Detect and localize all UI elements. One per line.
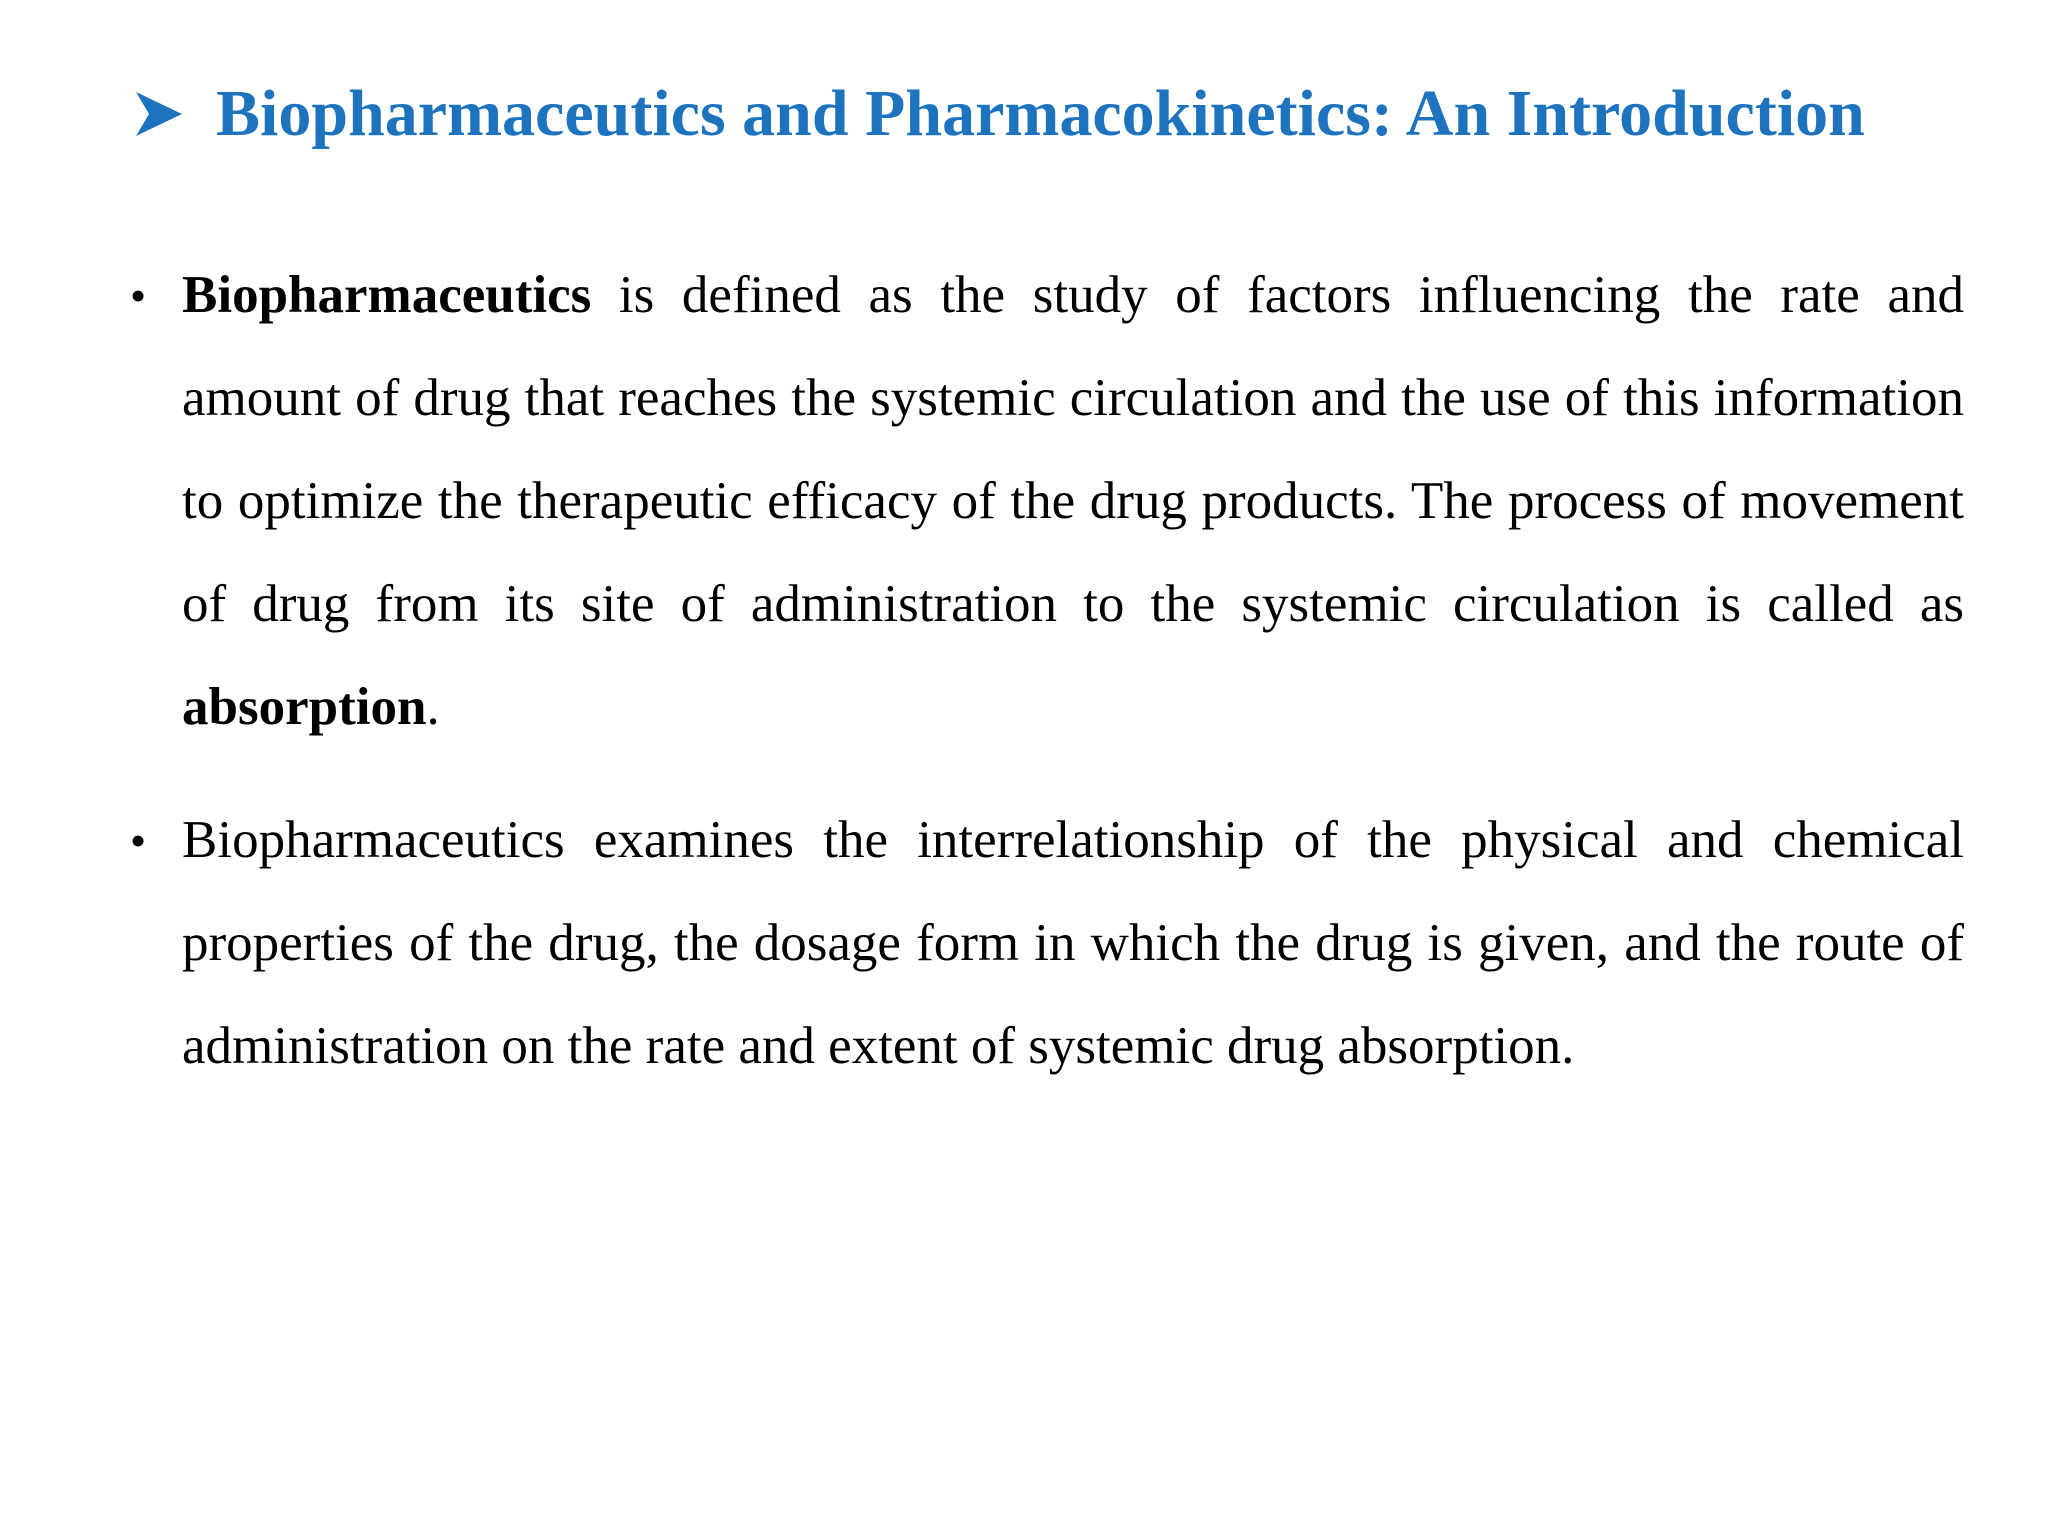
term-absorption: absorption [182, 678, 427, 736]
slide-title: Biopharmaceutics and Pharmacokinetics: An Introduction [216, 77, 1865, 150]
bullet-list [126, 244, 1964, 1098]
definition-text: is defined as the study of factors influencing the rate and amount of drug that reaches the systemic circulation and the use of this information to optimize the therapeutic efficacy of the drug products. The process of movement of drug from its site of administration to the systemic circulation is called as [182, 266, 1964, 633]
bullet-dot-icon: • [130, 270, 147, 321]
arrowhead-bullet-icon [132, 88, 184, 140]
bullet-item-definition [126, 244, 1964, 759]
term-biopharmaceutics: Biopharmaceutics [182, 266, 592, 324]
bullet-dot-icon: • [130, 815, 147, 866]
scope-text: Biopharmaceutics examines the interrelationship of the physical and chemical properties of the drug, the dosage form in which the drug is given, and the route of administration on the rate and extent of systemic drug absorption. [182, 811, 1964, 1075]
definition-end: . [426, 678, 440, 736]
slide-title-row [132, 66, 1972, 162]
bullet-item-scope [126, 789, 1964, 1098]
